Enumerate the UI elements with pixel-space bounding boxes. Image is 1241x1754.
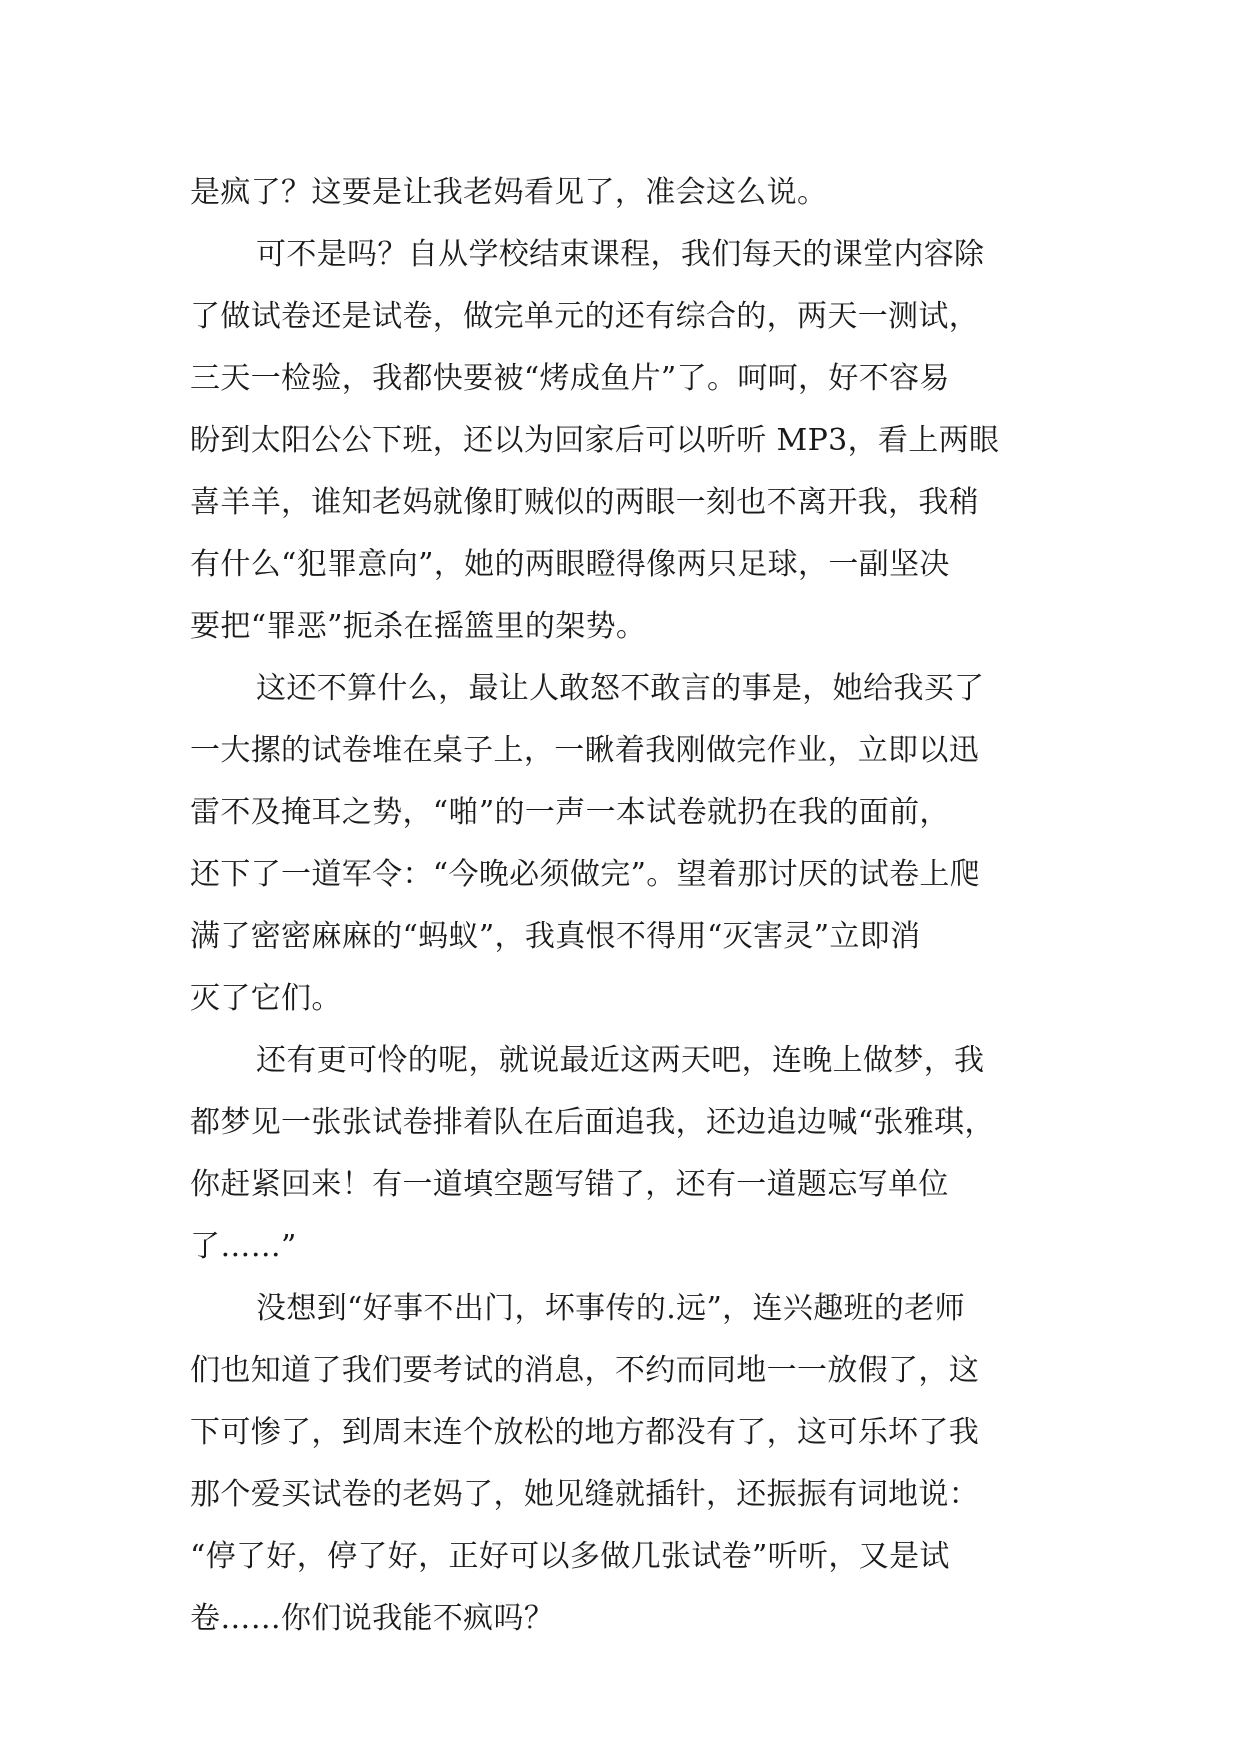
text-line: 那个爱买试卷的老妈了，她见缝就插针，还振振有词地说： (190, 1477, 980, 1512)
paragraph-3 (190, 658, 1090, 1030)
text-line: 下可惨了，到周末连个放松的地方都没有了，这可乐坏了我 (190, 1415, 980, 1450)
paragraph-2 (190, 224, 1090, 658)
text-line: “停了好，停了好，正好可以多做几张试卷”听听，又是试 (190, 1539, 950, 1574)
text-line: 可不是吗？自从学校结束课程，我们每天的课堂内容除 (256, 237, 985, 272)
text-line: 一大摞的试卷堆在桌子上，一瞅着我刚做完作业，立即以迅 (190, 733, 980, 768)
text-line: 还有更可怜的呢，就说最近这两天吧，连晚上做梦，我 (256, 1043, 985, 1078)
text-line: 有什么“犯罪意向”，她的两眼瞪得像两只足球，一副坚决 (190, 547, 950, 582)
paragraph-4 (190, 1030, 1090, 1278)
paragraph-1 (190, 162, 1090, 224)
text-line: 灭了它们。 (190, 981, 342, 1016)
body-text (190, 162, 1090, 1650)
text-line: 没想到“好事不出门，坏事传的.远”，连兴趣班的老师 (256, 1291, 965, 1326)
text-line: 了……” (190, 1229, 297, 1264)
text-line: 卷……你们说我能不疯吗？ (190, 1601, 555, 1636)
text-line: 满了密密麻麻的“蚂蚁”，我真恨不得用“灭害灵”立即消 (190, 919, 921, 954)
text-line: 喜羊羊，谁知老妈就像盯贼似的两眼一刻也不离开我，我稍 (190, 485, 980, 520)
text-line: 这还不算什么，最让人敢怒不敢言的事是，她给我买了 (256, 671, 985, 706)
text-line: 要把“罪恶”扼杀在摇篮里的架势。 (190, 609, 647, 644)
text-line: 了做试卷还是试卷，做完单元的还有综合的，两天一测试， (190, 299, 980, 334)
text-line: 雷不及掩耳之势，“啪”的一声一本试卷就扔在我的面前， (190, 795, 950, 830)
text-line: 都梦见一张张试卷排着队在后面追我，还边追边喊“张雅琪， (190, 1105, 995, 1140)
text-line: 们也知道了我们要考试的消息，不约而同地一一放假了，这 (190, 1353, 980, 1388)
text-line: 盼到太阳公公下班，还以为回家后可以听听 MP3，看上两眼 (190, 423, 1000, 458)
text-line: 还下了一道军令：“今晚必须做完”。望着那讨厌的试卷上爬 (190, 857, 981, 892)
text-line: 是疯了？这要是让我老妈看见了，准会这么说。 (190, 175, 828, 210)
text-line: 你赶紧回来！有一道填空题写错了，还有一道题忘写单位 (190, 1167, 949, 1202)
paragraph-5 (190, 1278, 1090, 1650)
text-line: 三天一检验，我都快要被“烤成鱼片”了。呵呵，好不容易 (190, 361, 950, 396)
